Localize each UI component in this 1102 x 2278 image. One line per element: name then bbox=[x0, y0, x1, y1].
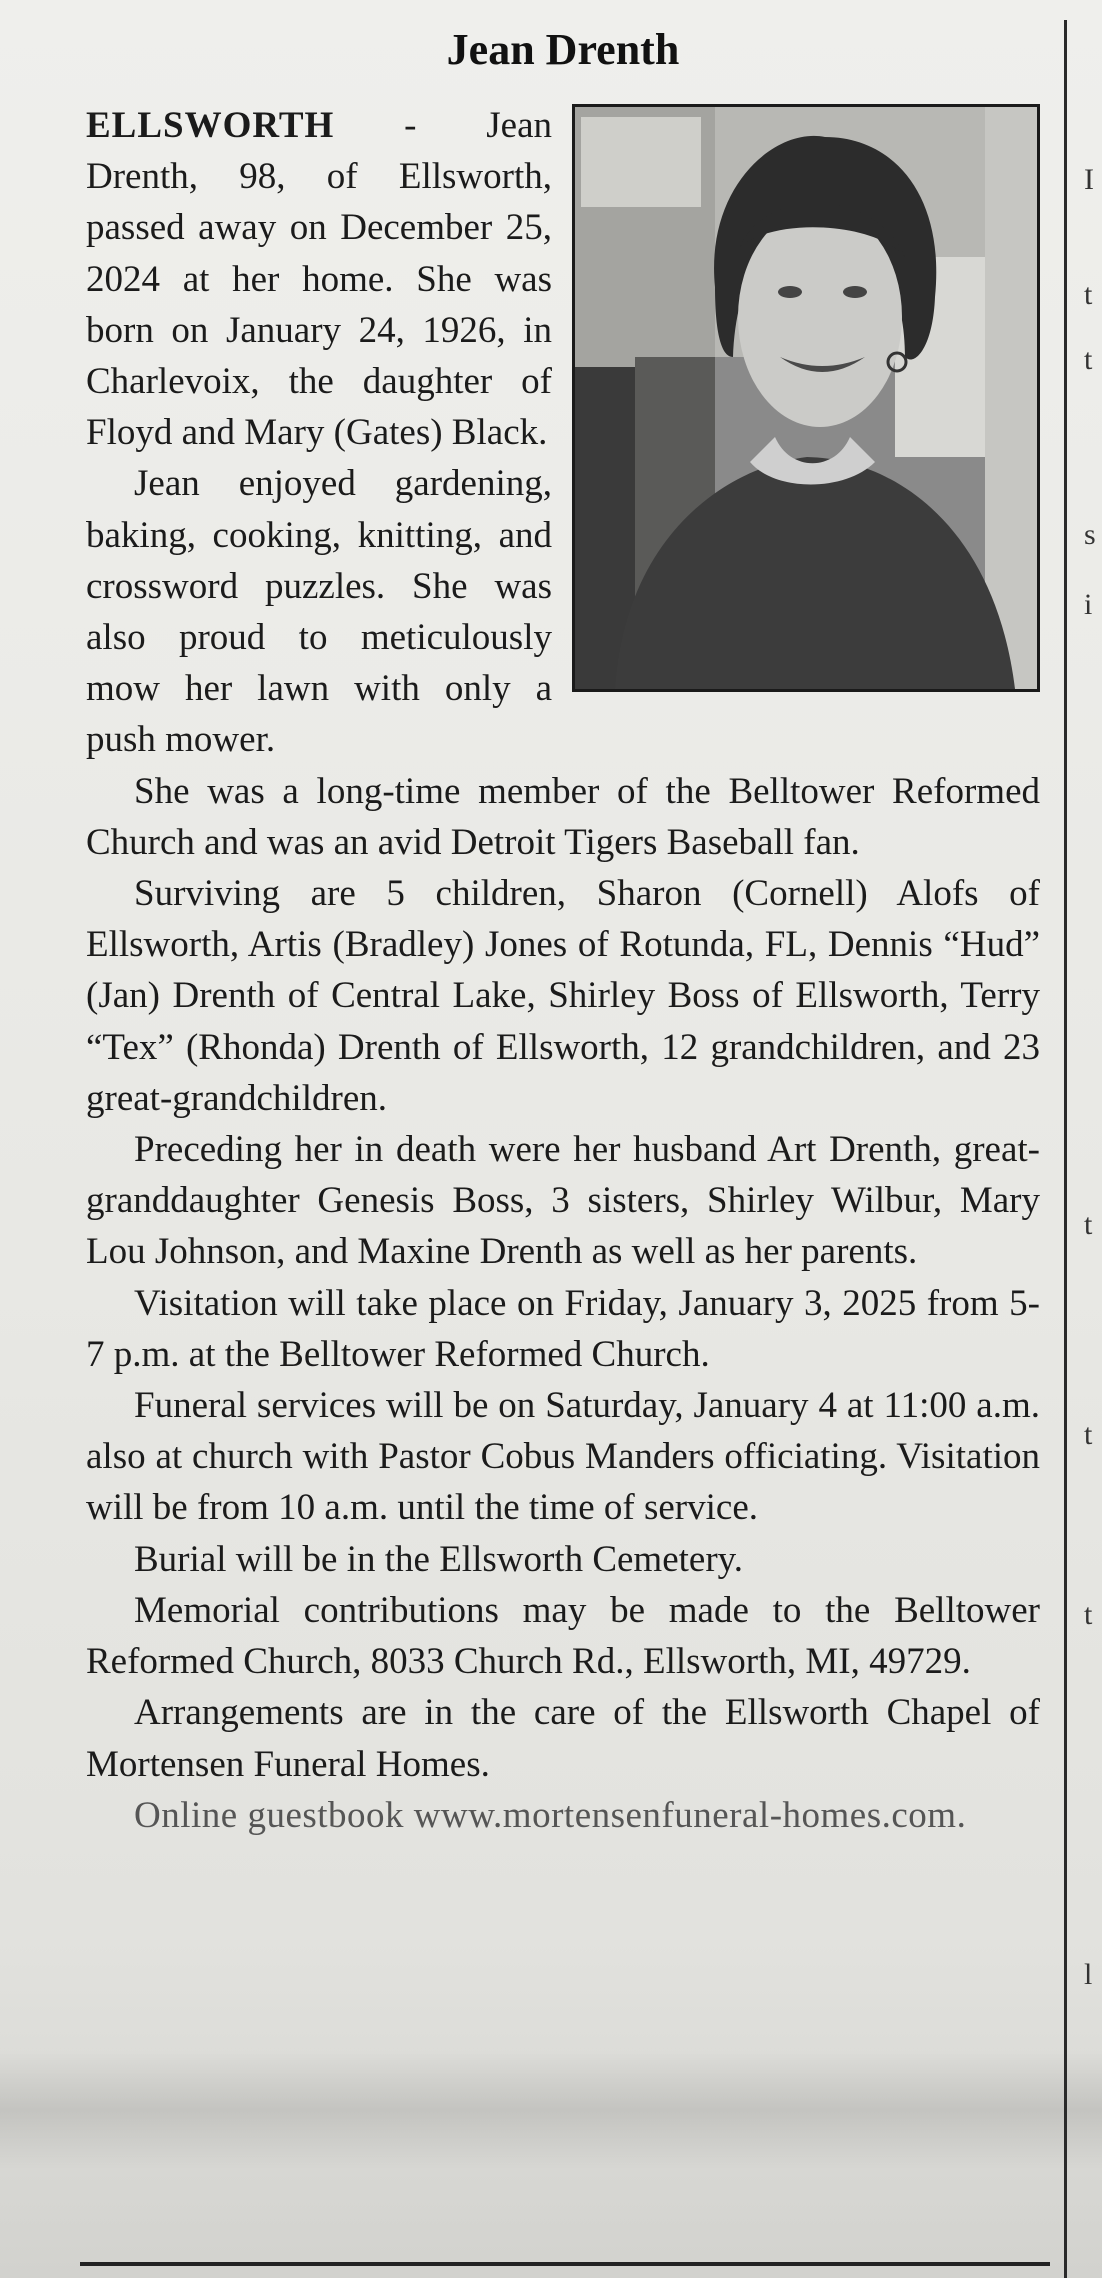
dateline-separator: - bbox=[334, 105, 487, 146]
adjacent-column-fragment: i bbox=[1084, 588, 1093, 621]
dateline: ELLSWORTH bbox=[86, 105, 335, 146]
obituary-paragraph-4: Surviving are 5 children, Sharon (Cornell) Alofs of Ellsworth, Artis (Bradley) Jones of Rotunda, FL, Dennis “Hud” (Jan) Drenth of Central Lake, Shirley Boss of Ellsworth, Terry “Tex” (Rhonda) Drenth of Ellsworth, 12 grandchildren, and 23 great-grandchildren. bbox=[86, 873, 1040, 1119]
paragraph-text: Jean Drenth, 98, of Ellsworth, passed away on December 25, 2024 at her home. She was born on January 24, 1926, in Charlevoix, the daughter of Floyd and Mary (Gates) Black. bbox=[86, 105, 552, 454]
column-divider bbox=[1064, 20, 1067, 2278]
obituary-paragraph-2: Jean enjoyed gardening, baking, cooking, knitting, and crossword puzzles. She was also proud to meticulously mow her lawn with only a push mower. bbox=[86, 463, 552, 761]
obituary-paragraph-3: She was a long-time member of the Belltower Reformed Church and was an avid Detroit Tigers Baseball fan. bbox=[86, 770, 1040, 863]
adjacent-column-fragment: t bbox=[1084, 1598, 1093, 1631]
portrait-photo bbox=[572, 104, 1040, 692]
online-guestbook: Online guestbook www.mortensenfuneral-homes.com. bbox=[134, 1794, 967, 1836]
obituary-paragraph-5: Preceding her in death were her husband Art Drenth, great-granddaughter Genesis Boss, 3 sisters, Shirley Wilbur, Mary Lou Johnson, and Maxine Drenth as well as her parents. bbox=[86, 1129, 1040, 1273]
portrait-drawing bbox=[575, 107, 1037, 689]
obituary-headline: Jean Drenth bbox=[446, 25, 680, 74]
adjacent-column-fragment: t bbox=[1084, 343, 1093, 376]
adjacent-column-fragment: t bbox=[1084, 1208, 1093, 1241]
bottom-divider bbox=[80, 2262, 1050, 2266]
adjacent-column-fragment: I bbox=[1084, 163, 1094, 196]
scan-fold-shadow bbox=[0, 2050, 1102, 2170]
obituary-paragraph-8: Burial will be in the Ellsworth Cemetery. bbox=[134, 1538, 744, 1580]
obituary-paragraph-10: Arrangements are in the care of the Ellsworth Chapel of Mortensen Funeral Homes. bbox=[86, 1692, 1040, 1785]
adjacent-column-fragment: l bbox=[1084, 1958, 1093, 1991]
adjacent-column-fragment: t bbox=[1084, 1418, 1093, 1451]
obituary-paragraph-6: Visitation will take place on Friday, January 3, 2025 from 5-7 p.m. at the Belltower Reformed Church. bbox=[86, 1282, 1040, 1375]
obituary-article bbox=[86, 18, 1040, 1841]
adjacent-column-fragment: s bbox=[1084, 518, 1096, 551]
obituary-paragraph-7: Funeral services will be on Saturday, January 4 at 11:00 a.m. also at church with Pastor Cobus Manders officiating. Visitation will be from 10 a.m. until the time of service. bbox=[86, 1385, 1040, 1529]
obituary-paragraph-9: Memorial contributions may be made to the Belltower Reformed Church, 8033 Church Rd., Ellsworth, MI, 49729. bbox=[86, 1589, 1040, 1683]
adjacent-column-fragment: t bbox=[1084, 278, 1093, 311]
